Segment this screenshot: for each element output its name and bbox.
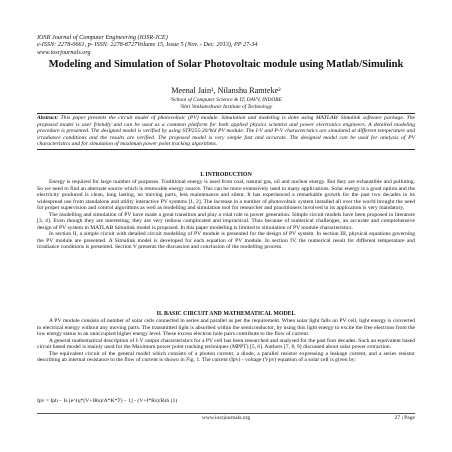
journal-header (37, 34, 337, 56)
footer-page-number: 27 | Page (394, 415, 415, 421)
abstract-label: Abstract: (37, 115, 59, 121)
journal-issn: e-ISSN: 2278-0661, p- ISSN: 2278-8727Volume 15, Issue 5 (Nov. - Dec. 2013), PP 27-34 (37, 41, 258, 49)
section-heading-basic-circuit: II. BASIC CIRCUIT AND MATHEMATICAL MODEL (156, 311, 296, 317)
intro-paragraph: In section II, a simple circuit with detailed circuit modelling of PV module is presented for the design of PV system. In section III, physical equations governing the PV module are presented. A Simulink model is developed for each equation of PV module. In section IV, the numerical result for different temperature and irradiance conditions is presented. Section V presents the discussion and conclusion of the modelling process. (37, 231, 415, 251)
circuit-paragraph: The equivalent circuit of the general model which consists of a photon current, a diode, a parallel resistor expressing a leakage current, and a series resistor describing an internal resistance to the flow of current is shown in Fig. 1. The current (Ipv) - voltage (Vpv) equation of a solar cell is given by: (37, 350, 415, 364)
section-basic-circuit-body (37, 318, 415, 364)
section-introduction-body (37, 179, 415, 251)
section-heading-introduction: I. INTRODUCTION (200, 172, 252, 178)
intro-paragraph: The modelling and simulation of PV have made a great transition and play a vital role in power generation. Simple circuit models have been proposed in literature [3, 4]. Even though they are interesting, they are very tedious complicated and impractical. Thus because of numerical challenges, an accurate and comprehensive design of PV system in MATLAB Simulink model is proposed. In this paper modelling is limited to simulation of PV module characteristics. (37, 211, 415, 231)
journal-url: www.iosrjournals.org (37, 48, 91, 56)
paper-title: Modeling and Simulation of Solar Photovoltaic module using Matlab/Simulink (48, 59, 404, 70)
journal-name: IOSR Journal of Computer Engineering (IOSR-JCE) (37, 34, 168, 41)
abstract-block (37, 113, 415, 150)
affiliation-2: ²Shri Venkateshwar Institute of Technology (179, 103, 273, 110)
intro-paragraph: Energy is required for large number of purposes. Traditional energy is used from coal, natural gas, oil and nuclear energy. But they are exhaustible and polluting. So we need to find an alternate source which is renewable energy source. This can be more extensively used in many applications. Solar energy is a good option and the electricity produced is clean, long lasting, no moving parts, less maintenance and silent. It has experienced a remarkable growth for the past two decades in its widespread use from standalone and utility interactive PV systems [1, 2]. The increase in a number of photovoltaic system installed all over the world brought the need for proper supervision and control algorithms as well as modelling and simulation tool for researcher and practitioners involved in its application is very mandatory. (37, 179, 415, 212)
affiliation-1: ¹School of Computer Science & IT, DAVV, INDORE (170, 97, 282, 103)
circuit-paragraph: A PV module consists of number of solar cells connected in series and parallel as per the requirement. When solar light falls on PV cell, light energy is converted to electrical energy without any moving parts. The transmitted light is absorbed within the semiconductor, by using this light energy to excite the free electrons from the low energy status to an unoccupied higher energy level. These excess electron hole pairs contribute to the flow of current. (37, 318, 415, 338)
paper-authors: Meenal Jain¹, Nilanshu Ramteke² (171, 86, 281, 95)
footer-url: www.iosrjournals.org (201, 415, 251, 421)
equation-1: Ipv = Iph – Is [e^(q*(V+IRs)/A*K*T) – 1] - (V+I*Rs)/Rsh (1) (37, 398, 178, 404)
abstract-text: This paper presents the circuit model of photovoltaic (PV) module. Simulation and modeling is done using MATLAB/ Simulink software package. The proposed model is user friendly and can be used as a common platform for both applied physics scientist and power electronics engineers. A detailed modeling procedure is presented. The designed model is verified by using STP255-20/Wd PV module. The I-V and P-V characteristics are simulated at different temperature and irradiance conditions and the results are verified. The proposed model is very simple fast and accurate. The designed model can be used for analysis of PV characteristics and for simulation of maximum power point tracking algorithms. (37, 115, 415, 148)
footer-divider (37, 413, 415, 414)
circuit-paragraph: A general mathematical description of I-V output characteristics for a PV cell has been researched and analysed for the past four decades. Such an equivalent based circuit based model is mainly used for the Maximum power point tracking techniques (MPPT) [5, 6]. Authors [7, 8, 9] discussed about solar power extraction. (37, 337, 415, 351)
paper-affiliations (40, 97, 412, 110)
